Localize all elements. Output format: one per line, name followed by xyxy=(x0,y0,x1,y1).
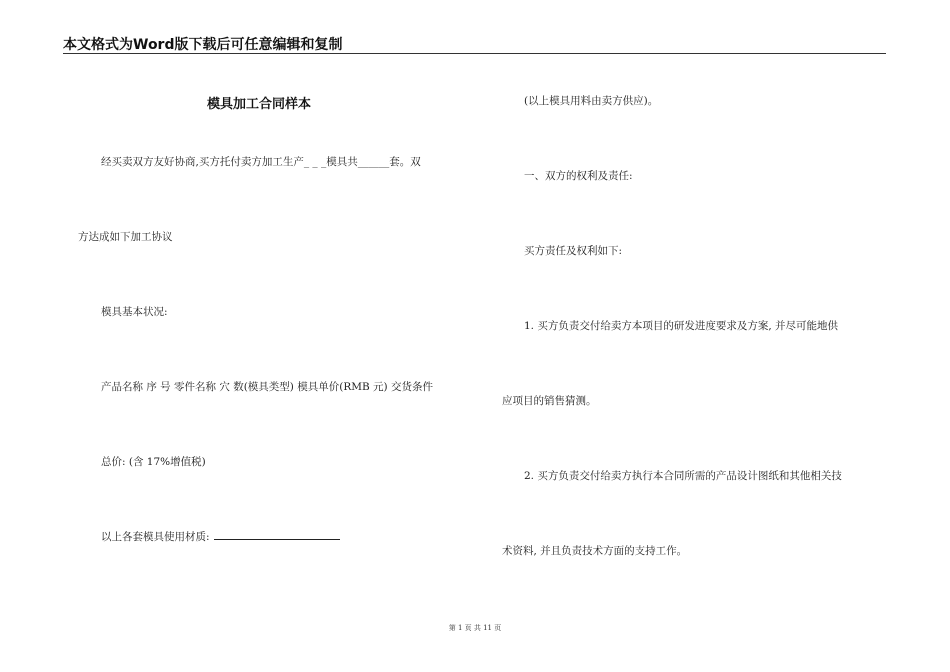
materials-line xyxy=(101,529,340,544)
supply-note: (以上模具用料由卖方供应)。 xyxy=(524,95,659,107)
item-1-line-1: 1. 买方负责交付给卖方本项目的研发进度要求及方案, 并尽可能地供 xyxy=(524,320,839,332)
item-2-line-2: 术资料, 并且负责技术方面的支持工作。 xyxy=(502,545,688,557)
document-title: 模具加工合同样本 xyxy=(207,97,312,112)
buyer-heading: 买方责任及权利如下: xyxy=(524,245,623,257)
basic-status-heading: 模具基本状况: xyxy=(101,306,168,318)
section-1-heading: 一、双方的权利及责任: xyxy=(524,170,633,182)
materials-blank xyxy=(214,529,340,540)
header-divider xyxy=(63,53,886,54)
materials-label: 以上各套模具使用材质: xyxy=(101,531,210,543)
intro-line-2: 方达成如下加工协议 xyxy=(78,231,173,243)
total-price-line: 总价: (含 17%增值税) xyxy=(101,456,206,468)
page-indicator: 第 1 页 共 11 页 xyxy=(448,624,502,632)
header-text: 本文格式为Word版下载后可任意编辑和复制 xyxy=(63,37,343,53)
item-1-line-2: 应项目的销售猜测。 xyxy=(502,395,597,407)
table-columns-line: 产品名称 序 号 零件名称 穴 数(模具类型) 模具单价(RMB 元) 交货条件 xyxy=(101,381,433,393)
intro-line-1: 经买卖双方友好协商,买方托付卖方加工生产_ _ _模具共______套。双 xyxy=(101,156,421,168)
item-2-line-1: 2. 买方负责交付给卖方执行本合同所需的产品设计图纸和其他相关技 xyxy=(524,470,842,482)
